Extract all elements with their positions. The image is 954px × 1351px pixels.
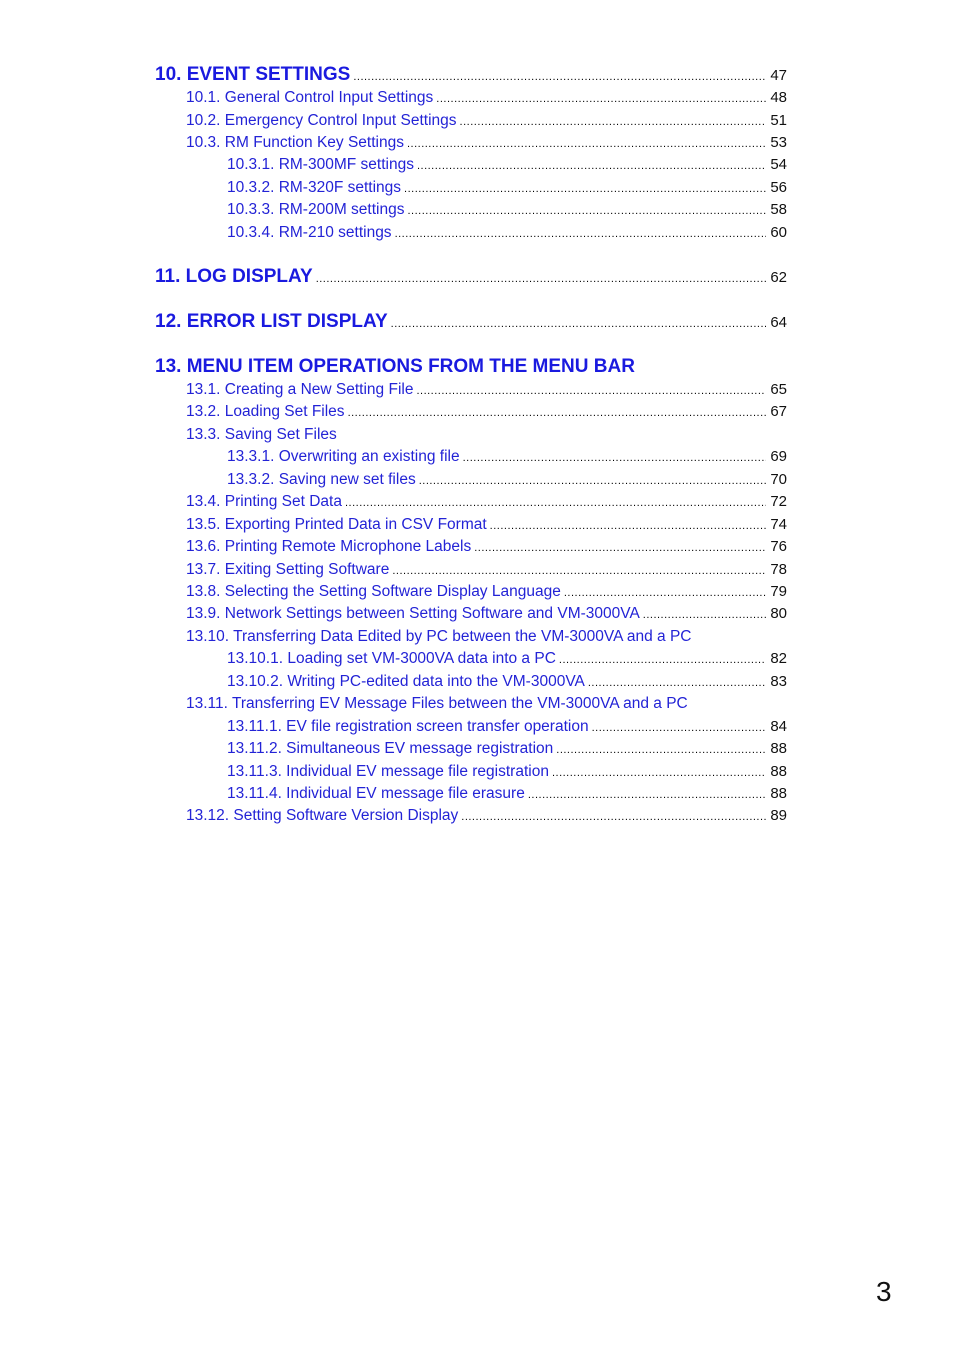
- toc-dot-leader: [528, 786, 766, 804]
- toc-entry-page: 54: [770, 156, 787, 173]
- toc-entry-page: 62: [770, 269, 787, 286]
- toc-dot-leader: [407, 202, 766, 220]
- toc-subsection-entry[interactable]: [227, 763, 787, 782]
- toc-entry-page: 74: [770, 516, 787, 533]
- toc-entry-page: 88: [770, 740, 787, 757]
- toc-entry-label: 13.6. Printing Remote Microphone Labels: [186, 538, 472, 555]
- toc-entry-page: 82: [770, 650, 787, 667]
- toc-entry-label: 13.7. Exiting Setting Software: [186, 561, 390, 578]
- toc-entry-label: 13.3. Saving Set Files: [186, 426, 337, 443]
- toc-section-entry[interactable]: [186, 403, 787, 422]
- toc-dot-leader: [463, 449, 767, 467]
- toc-entry-label: 10.3.2. RM-320F settings: [227, 179, 402, 196]
- toc-entry-page: 64: [770, 314, 787, 331]
- toc-entry-label: 13.2. Loading Set Files: [186, 403, 345, 420]
- toc-dot-leader: [556, 741, 766, 759]
- toc-section-entry[interactable]: [186, 112, 787, 131]
- toc-entry-label: 13. MENU ITEM OPERATIONS FROM THE MENU BAR: [155, 356, 635, 377]
- toc-dot-leader: [552, 764, 766, 782]
- toc-entry-label: 13.10. Transferring Data Edited by PC between the VM-3000VA and a PC: [186, 628, 692, 645]
- toc-entry-page: 78: [770, 561, 787, 578]
- toc-dot-leader: [316, 270, 767, 288]
- toc-entry-page: 48: [770, 89, 787, 106]
- toc-entry-page: 84: [770, 718, 787, 735]
- toc-entry-page: 56: [770, 179, 787, 196]
- toc-entry-label: 13.1. Creating a New Setting File: [186, 381, 414, 398]
- toc-dot-leader: [588, 674, 766, 692]
- toc-entry-label: 13.11. Transferring EV Message Files between the VM-3000VA and a PC: [186, 695, 688, 712]
- toc-dot-leader: [416, 382, 766, 400]
- toc-section-entry[interactable]: [186, 516, 787, 535]
- toc-entry-label: 13.12. Setting Software Version Display: [186, 807, 459, 824]
- toc-entry-label: 13.11.4. Individual EV message file erasure: [227, 785, 525, 802]
- toc-entry-page: 60: [770, 224, 787, 241]
- toc-entry-label: 13.11.3. Individual EV message file registration: [227, 763, 549, 780]
- toc-dot-leader: [417, 157, 766, 175]
- toc-entry-page: 83: [770, 673, 787, 690]
- toc-dot-leader: [395, 225, 767, 243]
- toc-subsection-entry[interactable]: [227, 201, 787, 220]
- toc-dot-leader: [592, 719, 767, 737]
- toc-entry-label: 10. EVENT SETTINGS: [155, 64, 351, 85]
- toc-subsection-entry[interactable]: [227, 179, 787, 198]
- toc-section-entry[interactable]: [186, 628, 787, 646]
- toc-subsection-entry[interactable]: [227, 740, 787, 759]
- toc-subsection-entry[interactable]: [227, 650, 787, 669]
- toc-entry-page: 58: [770, 201, 787, 218]
- toc-entry-page: 76: [770, 538, 787, 555]
- toc-entry-label: 11. LOG DISPLAY: [155, 266, 313, 287]
- toc-entry-label: 13.3.2. Saving new set files: [227, 471, 416, 488]
- toc-dot-leader: [419, 472, 767, 490]
- toc-entry-label: 13.11.2. Simultaneous EV message registration: [227, 740, 554, 757]
- toc-entry-label: 10.3.4. RM-210 settings: [227, 224, 392, 241]
- toc-entry-label: 13.5. Exporting Printed Data in CSV Format: [186, 516, 487, 533]
- toc-entry-label: 12. ERROR LIST DISPLAY: [155, 311, 388, 332]
- toc-dot-leader: [391, 315, 767, 333]
- toc-dot-leader: [564, 584, 766, 602]
- toc-section-entry[interactable]: [186, 695, 787, 713]
- toc-entry-label: 10.2. Emergency Control Input Settings: [186, 112, 457, 129]
- toc-section-entry[interactable]: [186, 807, 787, 826]
- toc-entry-label: 13.3.1. Overwriting an existing file: [227, 448, 460, 465]
- toc-entry-label: 13.10.1. Loading set VM-3000VA data into a PC: [227, 650, 556, 667]
- toc-entry-label: 13.10.2. Writing PC-edited data into the VM-3000VA: [227, 673, 585, 690]
- toc-entry-page: 79: [770, 583, 787, 600]
- toc-subsection-entry[interactable]: [227, 224, 787, 243]
- toc-entry-page: 88: [770, 785, 787, 802]
- toc-dot-leader: [392, 562, 766, 580]
- toc-subsection-entry[interactable]: [227, 471, 787, 490]
- toc-entry-page: 51: [770, 112, 787, 129]
- toc-entry-page: 72: [770, 493, 787, 510]
- toc-entry-page: 70: [770, 471, 787, 488]
- toc-entry-label: 10.3.3. RM-200M settings: [227, 201, 405, 218]
- toc-entry-label: 13.8. Selecting the Setting Software Display Language: [186, 583, 561, 600]
- toc-dot-leader: [404, 180, 766, 198]
- toc-dot-leader: [460, 113, 767, 131]
- toc-entry-label: 13.4. Printing Set Data: [186, 493, 342, 510]
- page-number: 3: [876, 1276, 892, 1307]
- toc-dot-leader: [461, 808, 766, 826]
- toc-section-entry[interactable]: [186, 538, 787, 557]
- toc-dot-leader: [474, 539, 766, 557]
- toc-dot-leader: [436, 90, 766, 108]
- toc-dot-leader: [348, 404, 767, 422]
- toc-dot-leader: [559, 651, 766, 669]
- toc-entry-page: 67: [770, 403, 787, 420]
- toc-section-entry[interactable]: [186, 493, 787, 512]
- toc-chapter-entry[interactable]: [155, 268, 787, 288]
- toc-section-entry[interactable]: [186, 89, 787, 108]
- toc-dot-leader: [345, 494, 766, 512]
- toc-dot-leader: [490, 517, 767, 535]
- toc-entry-page: 69: [770, 448, 787, 465]
- toc-entry-label: 10.3. RM Function Key Settings: [186, 134, 404, 151]
- toc-entry-page: 65: [770, 381, 787, 398]
- toc-entry-page: 80: [770, 605, 787, 622]
- toc-chapter-entry[interactable]: [155, 66, 787, 86]
- toc-section-entry[interactable]: [186, 561, 787, 580]
- toc-dot-leader: [353, 68, 766, 86]
- toc-section-entry[interactable]: [186, 605, 787, 624]
- toc-dot-leader: [407, 135, 766, 153]
- toc-subsection-entry[interactable]: [227, 718, 787, 737]
- toc-entry-page: 88: [770, 763, 787, 780]
- toc-entry-label: 10.3.1. RM-300MF settings: [227, 156, 414, 173]
- toc-section-entry[interactable]: [186, 134, 787, 153]
- toc-subsection-entry[interactable]: [227, 785, 787, 804]
- toc-section-entry[interactable]: [186, 583, 787, 602]
- toc-entry-label: 13.9. Network Settings between Setting Software and VM-3000VA: [186, 605, 640, 622]
- toc-dot-leader: [643, 606, 767, 624]
- toc-section-entry[interactable]: [186, 426, 787, 444]
- toc-entry-page: 53: [770, 134, 787, 151]
- toc-entry-page: 89: [770, 807, 787, 824]
- toc-section-entry[interactable]: [186, 381, 787, 400]
- toc-entry-page: 47: [770, 67, 787, 84]
- toc-subsection-entry[interactable]: [227, 448, 787, 467]
- toc-subsection-entry[interactable]: [227, 673, 787, 692]
- toc-entry-label: 10.1. General Control Input Settings: [186, 89, 434, 106]
- toc-chapter-entry[interactable]: [155, 358, 787, 376]
- toc-chapter-entry[interactable]: [155, 313, 787, 333]
- toc-entry-label: 13.11.1. EV file registration screen transfer operation: [227, 718, 589, 735]
- toc-subsection-entry[interactable]: [227, 156, 787, 175]
